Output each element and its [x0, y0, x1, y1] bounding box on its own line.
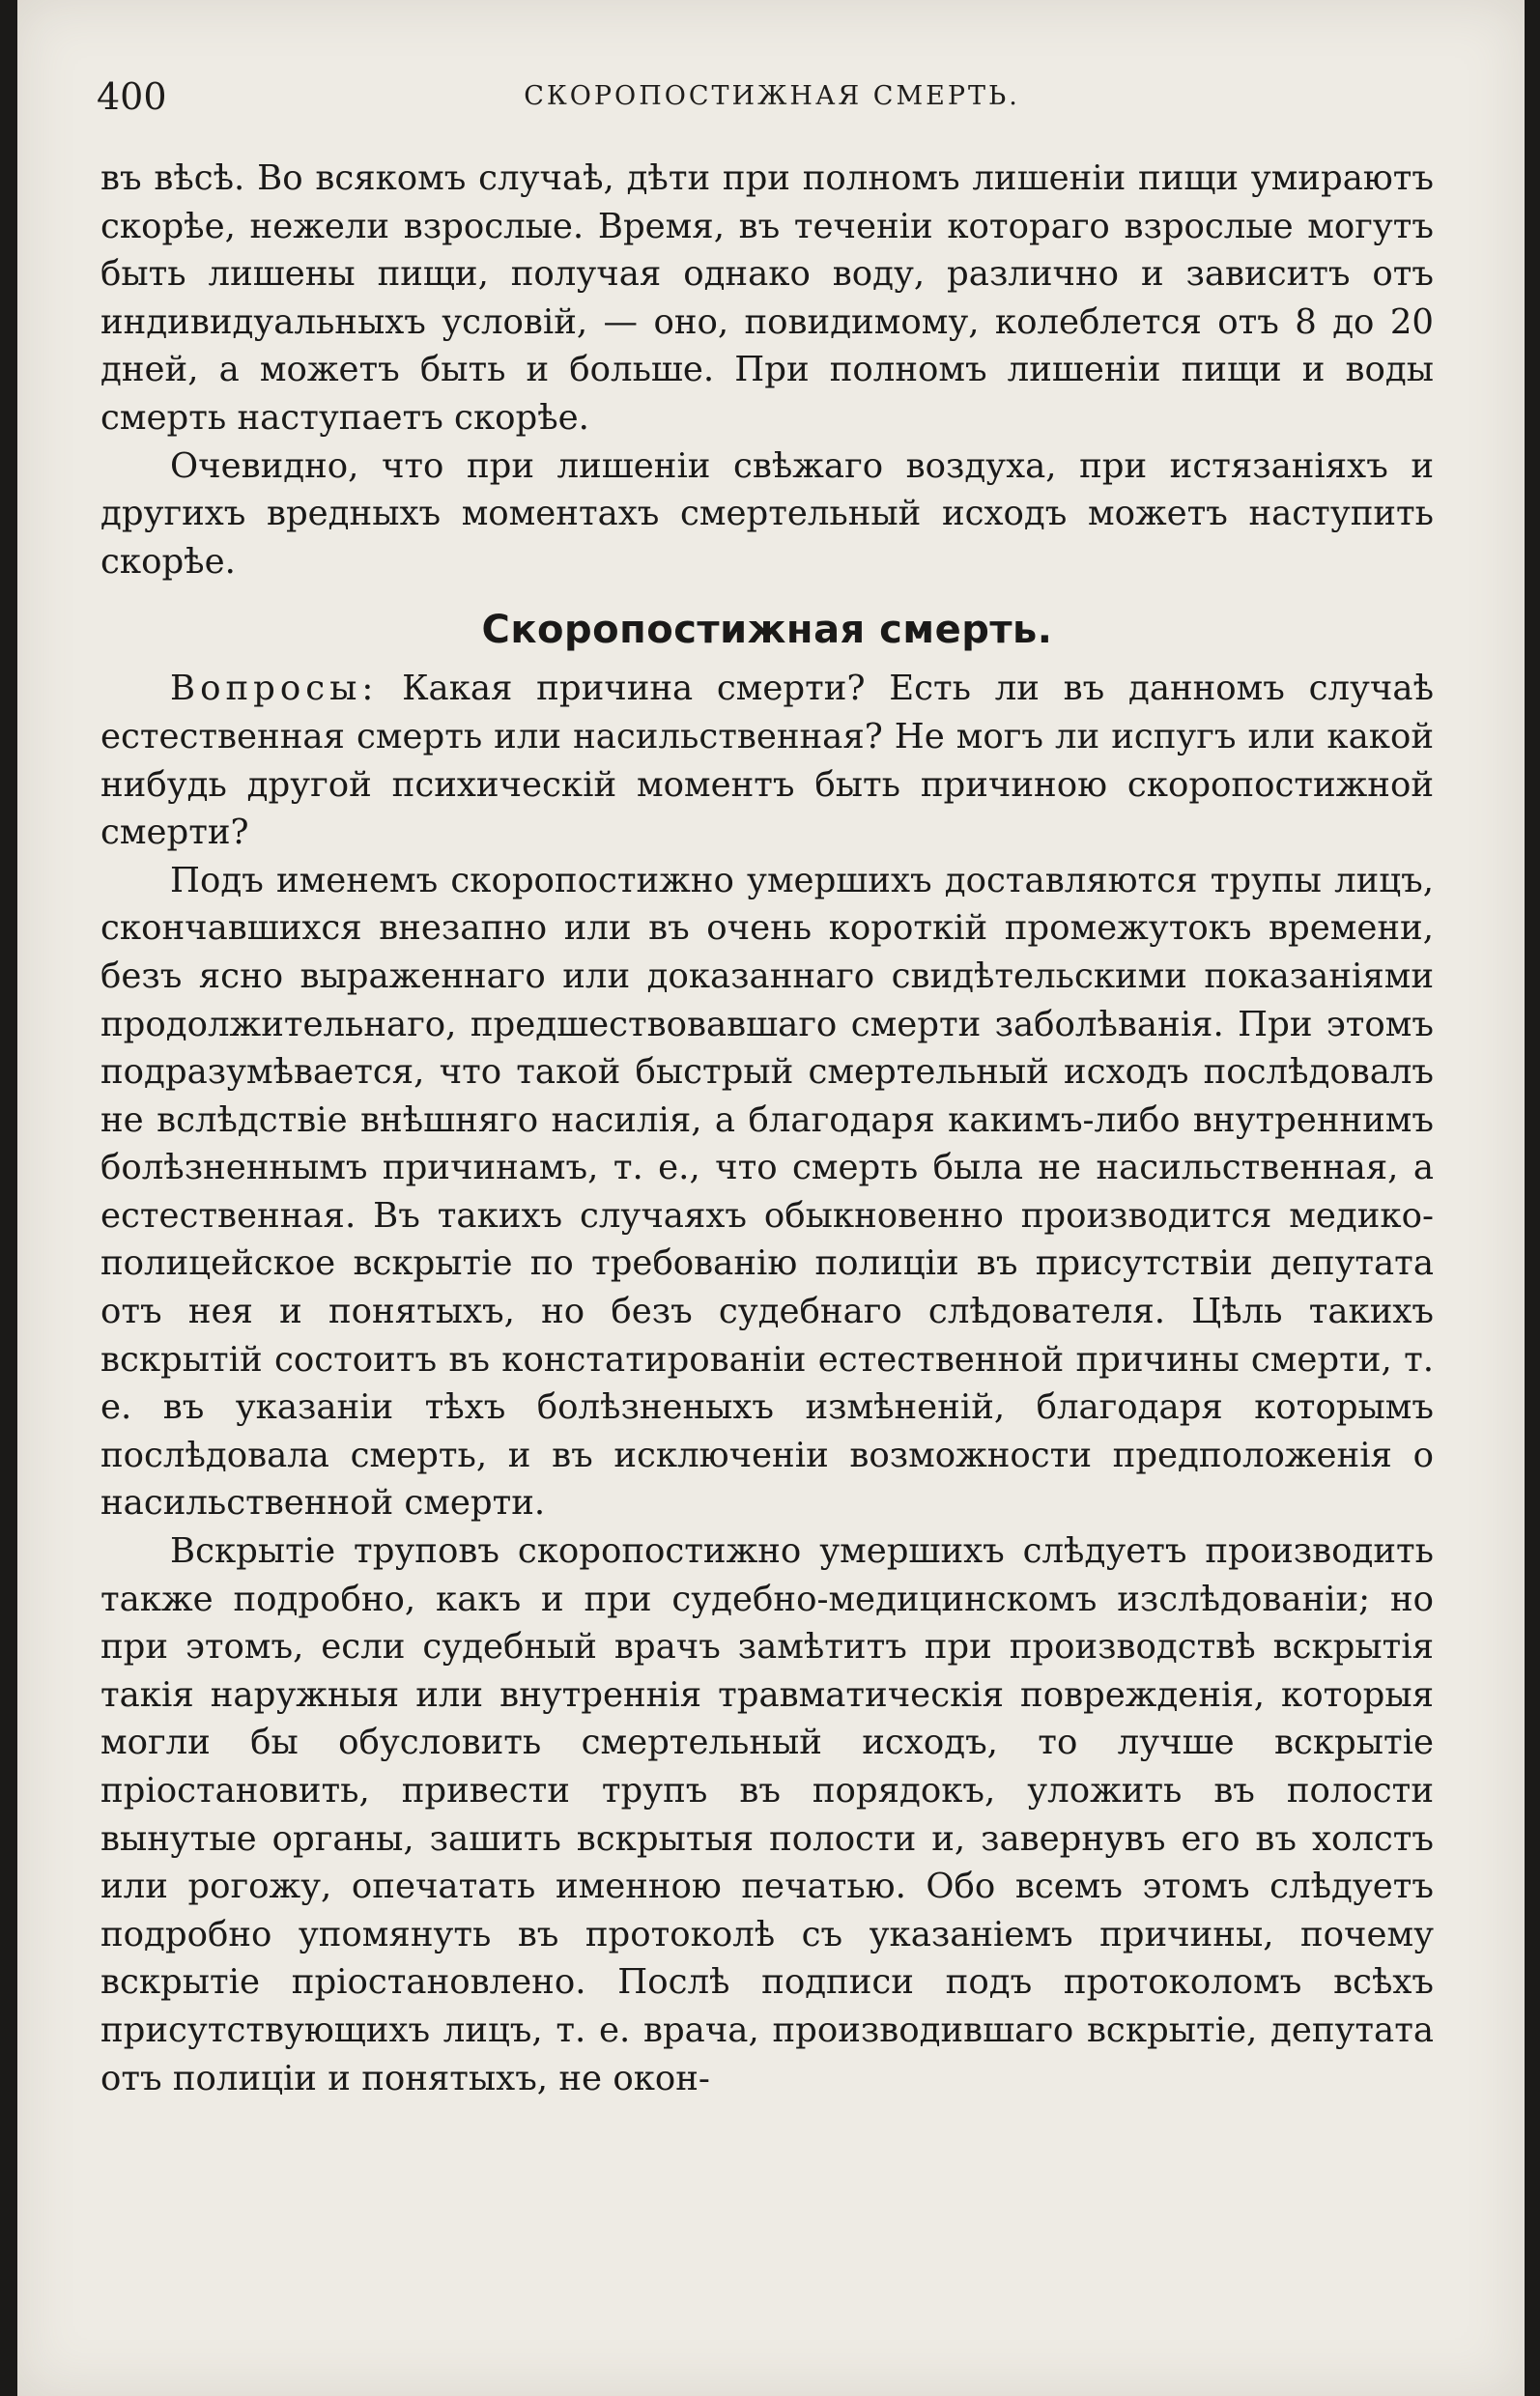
- paragraph-autopsy-procedure: Вскрытіе труповъ скоропостижно умершихъ слѣдуетъ производить также подробно, какъ и при судебно-медицинскомъ изслѣдованіи; но при этомъ, если судебный врачъ замѣтитъ при производствѣ вскрытія такія наружныя или внутреннія травматическія поврежденія, которыя могли бы обусловить смертельный исходъ, то лучше вскрытіе пріостановить, привести трупъ въ порядокъ, уложить въ полости вынутые органы, зашить вскрытыя полости и, завернувъ его въ холстъ или рогожу, опечатать именною печатью. Обо всемъ этомъ слѣдуетъ подробно упомянуть въ протоколѣ съ указаніемъ причины, почему вскрытіе пріостановлено. Послѣ подписи подъ протоколомъ всѣхъ присутствующихъ лицъ, т. е. врача, производившаго вскрытіе, депутата отъ полиціи и понятыхъ, не окон-: [100, 1531, 1434, 2098]
- questions-text: Какая причина смерти? Есть ли въ данномъ случаѣ естественная смерть или насильственная? Не могъ ли испугъ или какой нибудь другой психическій моментъ быть причиною скоропостижной смерти?: [100, 669, 1434, 853]
- questions-label: Вопросы:: [170, 669, 379, 709]
- paragraph-fresh-air: Очевидно, что при лишеніи свѣжаго воздуха, при истязаніяхъ и другихъ вредныхъ моментахъ смертельный исходъ можетъ наступить скорѣе.: [100, 445, 1434, 582]
- body-text: [100, 155, 1434, 2102]
- page-header: [97, 75, 1447, 133]
- running-title: СКОРОПОСТИЖНАЯ СМЕРТЬ.: [524, 81, 1020, 111]
- paragraph-questions: [100, 665, 1434, 856]
- paragraph-weight-and-starvation: въ вѣсѣ. Во всякомъ случаѣ, дѣти при полномъ лишеніи пищи умираютъ скорѣе, нежели взрослые. Время, въ теченіи котораго взрослые могутъ быть лишены пищи, получая однако воду, различно и зависитъ отъ индивидуальныхъ условій, — оно, повидимому, колеблется отъ 8 до 20 дней, а можетъ быть и больше. При полномъ лишеніи пищи и воды смерть наступаетъ скорѣе.: [100, 158, 1434, 438]
- page-number: 400: [97, 75, 167, 118]
- section-heading: Скоропостижная смерть.: [481, 608, 1053, 653]
- paragraph-sudden-death-definition: Подъ именемъ скоропостижно умершихъ доставляются трупы лицъ, скончавшихся внезапно или въ очень короткій промежутокъ времени, безъ ясно выраженнаго или доказаннаго свидѣтельскими показаніями продолжительнаго, предшествовавшаго смерти заболѣванія. При этомъ подразумѣвается, что такой быстрый смертельный исходъ послѣдовалъ не вслѣдствіе внѣшняго насилія, а благодаря какимъ-либо внутреннимъ болѣзненнымъ причинамъ, т. е., что смерть была не насильственная, а естественная. Въ такихъ случаяхъ обыкновенно производится медико-полицейское вскрытіе по требованію полиціи въ присутствіи депутата отъ нея и понятыхъ, но безъ судебнаго слѣдователя. Цѣль такихъ вскрытій состоитъ въ констатированіи естественной причины смерти, т. е. въ указаніи тѣхъ болѣзненыхъ измѣненій, благодаря которымъ послѣдовала смерть, и въ исключеніи возможности предположенія о насильственной смерти.: [100, 860, 1434, 1524]
- book-page: [17, 0, 1525, 2396]
